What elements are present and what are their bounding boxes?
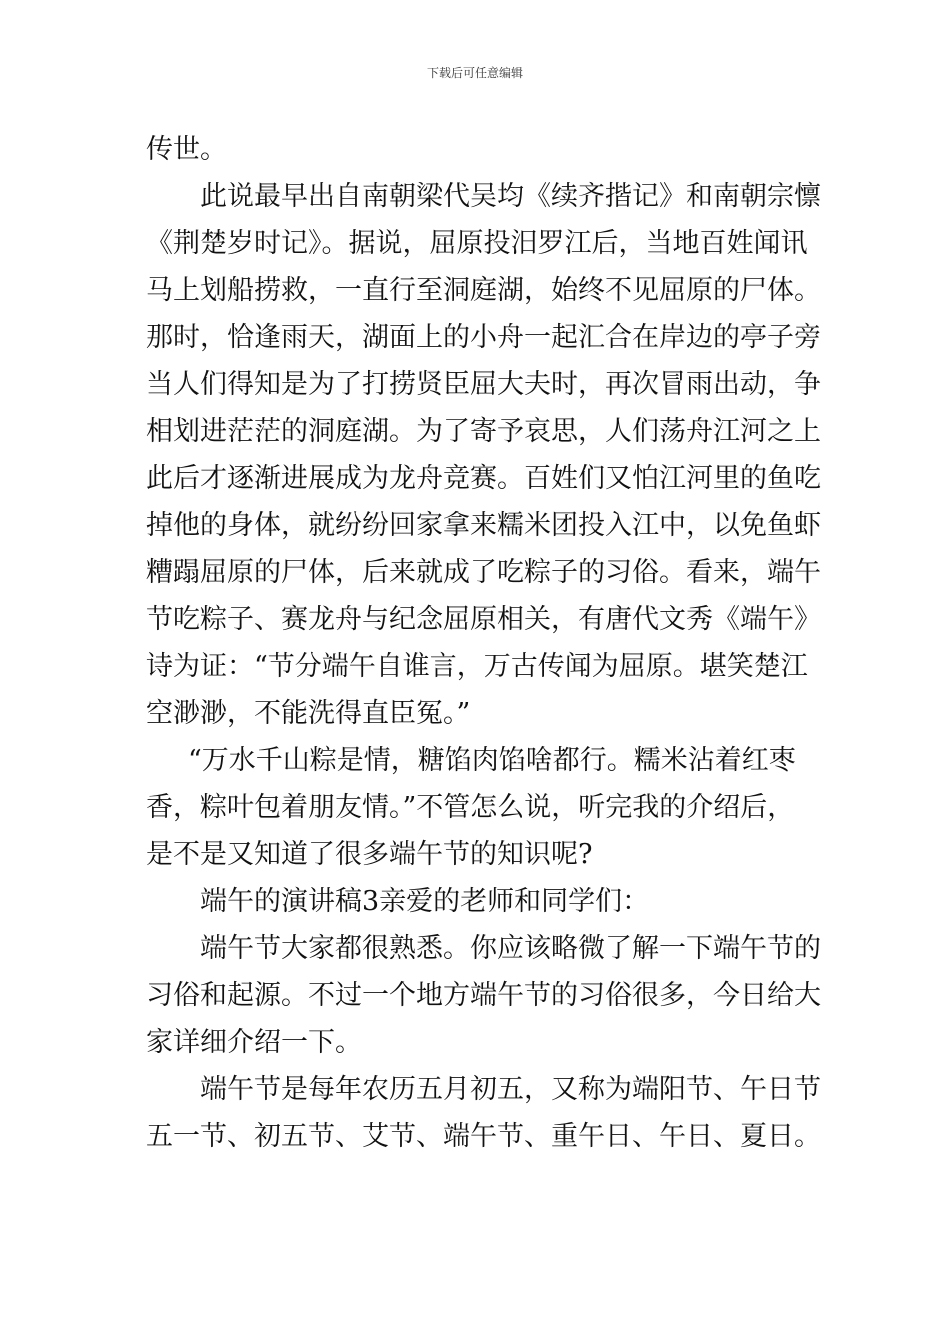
text-line: 掉他的身体，就纷纷回家拿来糯米团投入江中，以免鱼虾 <box>146 510 821 541</box>
text-line: 节吃粽子、赛龙舟与纪念屈原相关，有唐代文秀《端午》 <box>146 604 821 635</box>
page-header: 下载后可任意编辑 <box>426 66 523 80</box>
text-line: 是不是又知道了很多端午节的知识呢? <box>146 839 593 870</box>
text-line: 五一节、初五节、艾节、端午节、重午日、午日、夏日。 <box>146 1121 821 1152</box>
text-line: 端午节是每年农历五月初五，又称为端阳节、午日节 <box>200 1074 821 1105</box>
text-line: 端午的演讲稿3亲爱的老师和同学们： <box>200 886 650 917</box>
document-body <box>146 126 821 1160</box>
text-line: 端午节大家都很熟悉。你应该略微了解一下端午节的 <box>200 933 821 964</box>
text-line: 香，粽叶包着朋友情。”不管怎么说，听完我的介绍后， <box>146 792 795 823</box>
text-line: 空渺渺，不能洗得直臣冤。” <box>146 698 471 729</box>
text-line: 习俗和起源。不过一个地方端午节的习俗很多，今日给大 <box>146 980 821 1011</box>
text-line: 家详细介绍一下。 <box>146 1027 362 1058</box>
text-line: 此说最早出自南朝梁代吴均《续齐揩记》和南朝宗懔 <box>200 181 821 212</box>
text-line: 当人们得知是为了打捞贤臣屈大夫时，再次冒雨出动，争 <box>146 369 821 400</box>
text-line: 传世。 <box>146 134 227 165</box>
text-line: 糟蹋屈原的尸体，后来就成了吃粽子的习俗。看来，端午 <box>146 557 821 588</box>
text-line: 那时，恰逢雨天，湖面上的小舟一起汇合在岸边的亭子旁 <box>146 322 821 353</box>
text-line: 相划进茫茫的洞庭湖。为了寄予哀思，人们荡舟江河之上 <box>146 416 821 447</box>
text-line: 诗为证：“节分端午自谁言，万古传闻为屈原。堪笑楚江 <box>146 651 808 682</box>
text-line: 马上划船捞救，一直行至洞庭湖，始终不见屈原的尸体。 <box>146 275 821 306</box>
text-line: 此后才逐渐进展成为龙舟竞赛。百姓们又怕江河里的鱼吃 <box>146 463 821 494</box>
text-line: 《荆楚岁时记》。据说，屈原投汨罗江后，当地百姓闻讯 <box>146 228 808 259</box>
text-line: “万水千山粽是情，糖馅肉馅啥都行。糯米沾着红枣 <box>188 745 796 776</box>
